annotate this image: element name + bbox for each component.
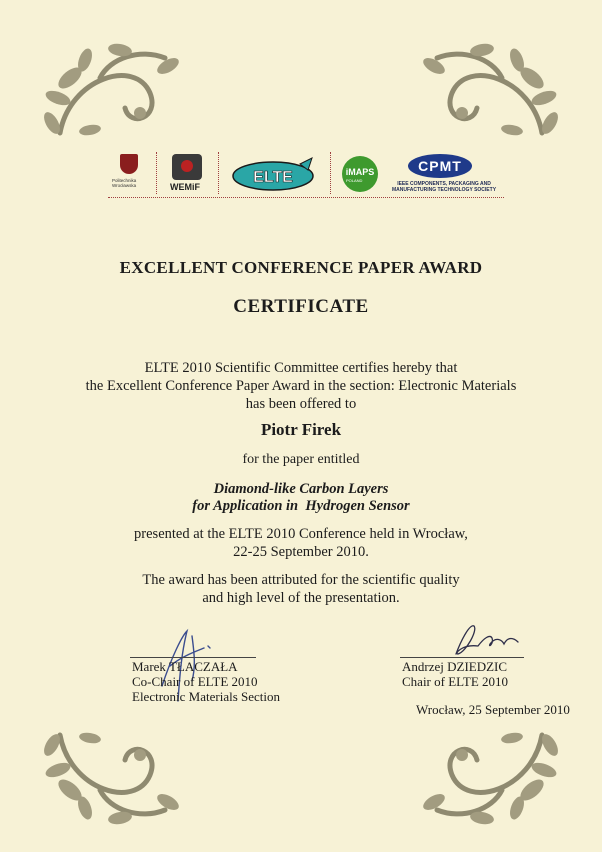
floral-ornament-top-right: [412, 38, 562, 148]
signatory-left-role: Co-Chair of ELTE 2010: [132, 674, 258, 689]
paper-title: [0, 481, 602, 515]
signature-line-right: [400, 657, 524, 658]
signatory-right-name: Andrzej DZIEDZIC: [402, 659, 508, 674]
logo-divider: [156, 152, 157, 194]
recipient-name: Piotr Firek: [260, 420, 342, 439]
intro-line: has been offered to: [245, 396, 357, 412]
pwr-logo-text: Politechnika Wrocławska: [112, 178, 137, 188]
presented-text: [0, 525, 602, 561]
sponsor-logos: [108, 150, 504, 198]
signatory-right-role: Chair of ELTE 2010: [402, 674, 509, 689]
signature-right: [448, 618, 524, 660]
signatory-right-block: [402, 659, 508, 689]
for-paper-text: for the paper entitled: [242, 452, 360, 467]
reason-line: The award has been attributed for the scientific quality: [142, 572, 460, 588]
cpmt-logo-text: CPMT: [408, 154, 472, 178]
presented-line: presented at the ELTE 2010 Conference held in Wrocław,: [134, 526, 468, 542]
reason-text: [0, 571, 602, 607]
imaps-logo-subtext: POLAND: [346, 178, 363, 183]
intro-text: [0, 359, 602, 413]
certificate-title: CERTIFICATE: [233, 296, 369, 317]
wemif-logo-text: WEMiF: [170, 182, 200, 192]
logo-underline: [108, 197, 504, 198]
reason-line: and high level of the presentation.: [202, 590, 400, 606]
logo-divider: [218, 152, 219, 194]
intro-line: the Excellent Conference Paper Award in the section: Electronic Materials: [85, 378, 517, 394]
cpmt-logo-subtext: IEEE COMPONENTS, PACKAGING AND MANUFACTURING TECHNOLOGY SOCIETY: [391, 181, 497, 193]
floral-ornament-bottom-left: [40, 720, 190, 830]
floral-ornament-bottom-right: [412, 720, 562, 830]
cpmt-logo: [384, 154, 504, 196]
elte-logo-text: ELTE: [253, 169, 293, 186]
intro-line: ELTE 2010 Scientific Committee certifies hereby that: [144, 360, 458, 376]
place-date: Wrocław, 25 September 2010: [416, 702, 570, 717]
paper-title-line: Diamond-like Carbon Layers: [213, 481, 389, 497]
pwr-logo: [112, 154, 148, 194]
signatory-left-section: Electronic Materials Section: [132, 689, 281, 704]
paper-title-line: for Application in Hydrogen Sensor: [192, 498, 410, 514]
signature-line-left: [130, 657, 256, 658]
signatory-left-name: Marek TŁACZAŁA: [132, 659, 238, 674]
wemif-badge-icon: [172, 154, 202, 180]
imaps-logo: [342, 154, 382, 196]
signatory-left-block: [132, 659, 280, 704]
floral-ornament-top-left: [40, 38, 190, 148]
imaps-logo-text: iMAPS: [342, 156, 378, 192]
wemif-logo: [166, 154, 212, 194]
presented-line: 22-25 September 2010.: [233, 544, 369, 560]
elte-logo: [230, 154, 316, 194]
award-title: EXCELLENT CONFERENCE PAPER AWARD: [119, 258, 483, 277]
pwr-shield-icon: [120, 154, 138, 174]
logo-divider: [330, 152, 331, 194]
